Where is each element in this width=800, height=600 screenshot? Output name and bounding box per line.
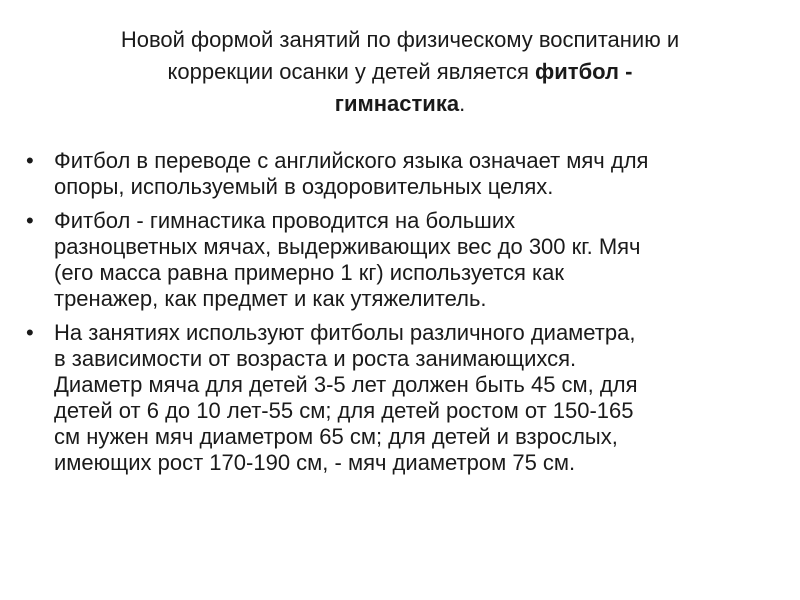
bullet-dot-icon: • (26, 208, 34, 233)
title-bold-term-end: гимнастика (334, 91, 460, 116)
title-line-1: Новой формой занятий по физическому воспитанию и (120, 27, 680, 52)
bullet-line: опоры, используемый в оздоровительных целях. (54, 174, 554, 199)
bullet-line: тренажер, как предмет и как утяжелитель. (54, 286, 487, 311)
bullet-line: разноцветных мячах, выдерживающих вес до 300 кг. Мяч (54, 234, 641, 259)
bullet-line: Диаметр мяча для детей 3-5 лет должен быть 45 см, для (54, 372, 638, 397)
bullet-list (22, 148, 782, 484)
bullet-item (22, 148, 782, 200)
bullet-dot-icon: • (26, 148, 34, 173)
bullet-line: (его масса равна примерно 1 кг) используется как (54, 260, 564, 285)
bullet-line: см нужен мяч диаметром 65 см; для детей и взрослых, (54, 424, 618, 449)
bullet-line: Фитбол в переводе с английского языка означает мяч для (54, 148, 649, 173)
bullet-line: в зависимости от возраста и роста занимающихся. (54, 346, 577, 371)
title-text: коррекции осанки у детей является (167, 59, 536, 84)
bullet-line: На занятиях используют фитболы различного диаметра, (54, 320, 636, 345)
slide-title (40, 24, 760, 120)
title-period: . (459, 91, 466, 116)
bullet-line: Фитбол - гимнастика проводится на больших (54, 208, 516, 233)
title-line-2 (40, 56, 760, 88)
title-line-3 (40, 88, 760, 120)
title-bold-term: фитбол - (535, 59, 633, 84)
bullet-item (22, 208, 782, 312)
bullet-dot-icon: • (26, 320, 34, 345)
bullet-line: имеющих рост 170-190 см, - мяч диаметром 75 см. (54, 450, 576, 475)
bullet-line: детей от 6 до 10 лет-55 см; для детей ростом от 150-165 (54, 398, 634, 423)
bullet-item (22, 320, 782, 476)
